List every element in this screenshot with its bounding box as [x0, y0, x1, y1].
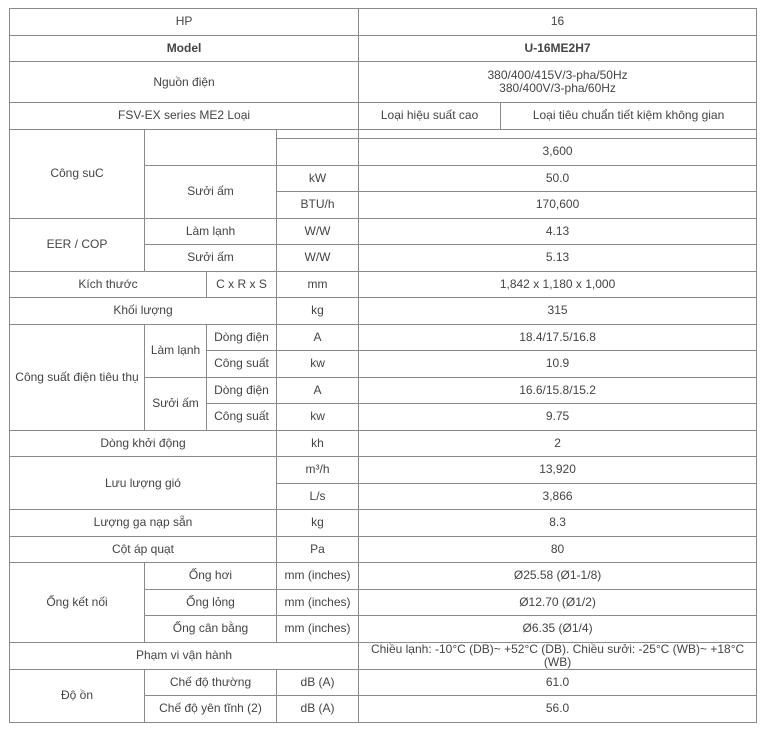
operating-range-value: Chiều lạnh: -10°C (DB)~ +52°C (DB). Chiều sưởi: -25°C (WB)~ +18°C (WB) — [359, 642, 757, 669]
piping-balance-label: Ống cân bằng — [145, 616, 277, 643]
model-label: Model — [10, 35, 359, 62]
capacity-kw-unit: kW — [277, 165, 359, 192]
row-eer-cooling — [10, 218, 757, 245]
capacity-heating-label: Sưởi ấm — [145, 165, 277, 218]
piping-liquid-label: Ống lỏng — [145, 589, 277, 616]
starting-current-unit: kh — [277, 430, 359, 457]
row-starting-current — [10, 430, 757, 457]
cop-heating-unit: W/W — [277, 245, 359, 272]
eer-cop-label: EER / COP — [10, 218, 145, 271]
capacity-kw-value: 50.0 — [359, 165, 757, 192]
capacity-label: Công suC — [10, 129, 145, 218]
fan-pressure-unit: Pa — [277, 536, 359, 563]
starting-current-label: Dòng khởi động — [10, 430, 277, 457]
piping-gas-label: Ống hơi — [145, 563, 277, 590]
airflow-label: Lưu lượng gió — [10, 457, 277, 510]
row-dimensions — [10, 271, 757, 298]
power-cooling-label: Làm lạnh — [145, 324, 207, 377]
airflow-value-ls: 3,866 — [359, 483, 757, 510]
row-weight — [10, 298, 757, 325]
capacity-btu-value: 170,600 — [359, 192, 757, 219]
row-fan-pressure — [10, 536, 757, 563]
noise-normal-unit: dB (A) — [277, 669, 359, 696]
piping-label: Ống kết nối — [10, 563, 145, 643]
noise-label: Độ ồn — [10, 669, 145, 722]
piping-gas-unit: mm (inches) — [277, 563, 359, 590]
refrigerant-unit: kg — [277, 510, 359, 537]
row-series — [10, 103, 757, 130]
power-cool-power-value: 10.9 — [359, 351, 757, 378]
power-cool-current-label: Dòng điện — [207, 324, 277, 351]
power-source-label: Nguồn điện — [10, 62, 359, 103]
row-capacity-top — [10, 129, 757, 138]
starting-current-value: 2 — [359, 430, 757, 457]
weight-label: Khối lượng — [10, 298, 277, 325]
piping-balance-value: Ø6.35 (Ø1/4) — [359, 616, 757, 643]
power-cool-current-value: 18.4/17.5/16.8 — [359, 324, 757, 351]
power-heating-label: Sưởi ấm — [145, 377, 207, 430]
eer-cooling-unit: W/W — [277, 218, 359, 245]
piping-liquid-value: Ø12.70 (Ø1/2) — [359, 589, 757, 616]
piping-gas-value: Ø25.58 (Ø1-1/8) — [359, 563, 757, 590]
power-heat-current-unit: A — [277, 377, 359, 404]
row-refrigerant — [10, 510, 757, 537]
weight-unit: kg — [277, 298, 359, 325]
refrigerant-label: Lượng ga nạp sẵn — [10, 510, 277, 537]
dimensions-value: 1,842 x 1,180 x 1,000 — [359, 271, 757, 298]
power-heat-power-label: Công suất — [207, 404, 277, 431]
capacity-cooling-label — [145, 129, 277, 165]
refrigerant-value: 8.3 — [359, 510, 757, 537]
row-power-source — [10, 62, 757, 103]
power-heat-current-label: Dòng điện — [207, 377, 277, 404]
airflow-unit-ls: L/s — [277, 483, 359, 510]
fan-pressure-value: 80 — [359, 536, 757, 563]
power-cool-current-unit: A — [277, 324, 359, 351]
dimensions-unit: mm — [277, 271, 359, 298]
power-source-line1: 380/400/415V/3-pha/50Hz — [487, 68, 628, 82]
eer-cooling-label: Làm lạnh — [145, 218, 277, 245]
model-value: U-16ME2H7 — [359, 35, 757, 62]
power-heat-current-value: 16.6/15.8/15.2 — [359, 377, 757, 404]
row-power-cool-current — [10, 324, 757, 351]
series-space-saving: Loại tiêu chuẩn tiết kiệm không gian — [501, 103, 757, 130]
cop-heating-label: Sưởi ấm — [145, 245, 277, 272]
row-noise-normal — [10, 669, 757, 696]
row-operating-range — [10, 642, 757, 669]
piping-liquid-unit: mm (inches) — [277, 589, 359, 616]
capacity-cooling-unit — [277, 138, 359, 165]
power-source-value — [359, 62, 757, 103]
series-high-efficiency: Loại hiệu suất cao — [359, 103, 501, 130]
noise-quiet-label: Chế độ yên tĩnh (2) — [145, 696, 277, 723]
hp-value: 16 — [359, 9, 757, 36]
noise-quiet-value: 56.0 — [359, 696, 757, 723]
operating-range-label: Phạm vi vận hành — [10, 642, 359, 669]
capacity-btu-unit: BTU/h — [277, 192, 359, 219]
capacity-empty-unit — [277, 129, 359, 138]
power-consumption-label: Công suất điện tiêu thụ — [10, 324, 145, 430]
row-airflow-m3h — [10, 457, 757, 484]
dimensions-label: Kích thước — [10, 271, 207, 298]
airflow-unit-m3h: m³/h — [277, 457, 359, 484]
power-cool-power-unit: kw — [277, 351, 359, 378]
eer-cooling-value: 4.13 — [359, 218, 757, 245]
weight-value: 315 — [359, 298, 757, 325]
row-hp — [10, 9, 757, 36]
series-label: FSV-EX series ME2 Loại — [10, 103, 359, 130]
noise-quiet-unit: dB (A) — [277, 696, 359, 723]
power-source-line2: 380/400V/3-pha/60Hz — [499, 81, 616, 95]
capacity-empty-value — [359, 129, 757, 138]
dimensions-sub: C x R x S — [207, 271, 277, 298]
power-heat-power-unit: kw — [277, 404, 359, 431]
power-heat-power-value: 9.75 — [359, 404, 757, 431]
cop-heating-value: 5.13 — [359, 245, 757, 272]
row-piping-gas — [10, 563, 757, 590]
spec-table — [9, 8, 757, 723]
fan-pressure-label: Cột áp quạt — [10, 536, 277, 563]
row-model — [10, 35, 757, 62]
airflow-value-m3h: 13,920 — [359, 457, 757, 484]
noise-normal-value: 61.0 — [359, 669, 757, 696]
piping-balance-unit: mm (inches) — [277, 616, 359, 643]
noise-normal-label: Chế độ thường — [145, 669, 277, 696]
power-cool-power-label: Công suất — [207, 351, 277, 378]
hp-label: HP — [10, 9, 359, 36]
capacity-cooling-value: 3,600 — [359, 138, 757, 165]
